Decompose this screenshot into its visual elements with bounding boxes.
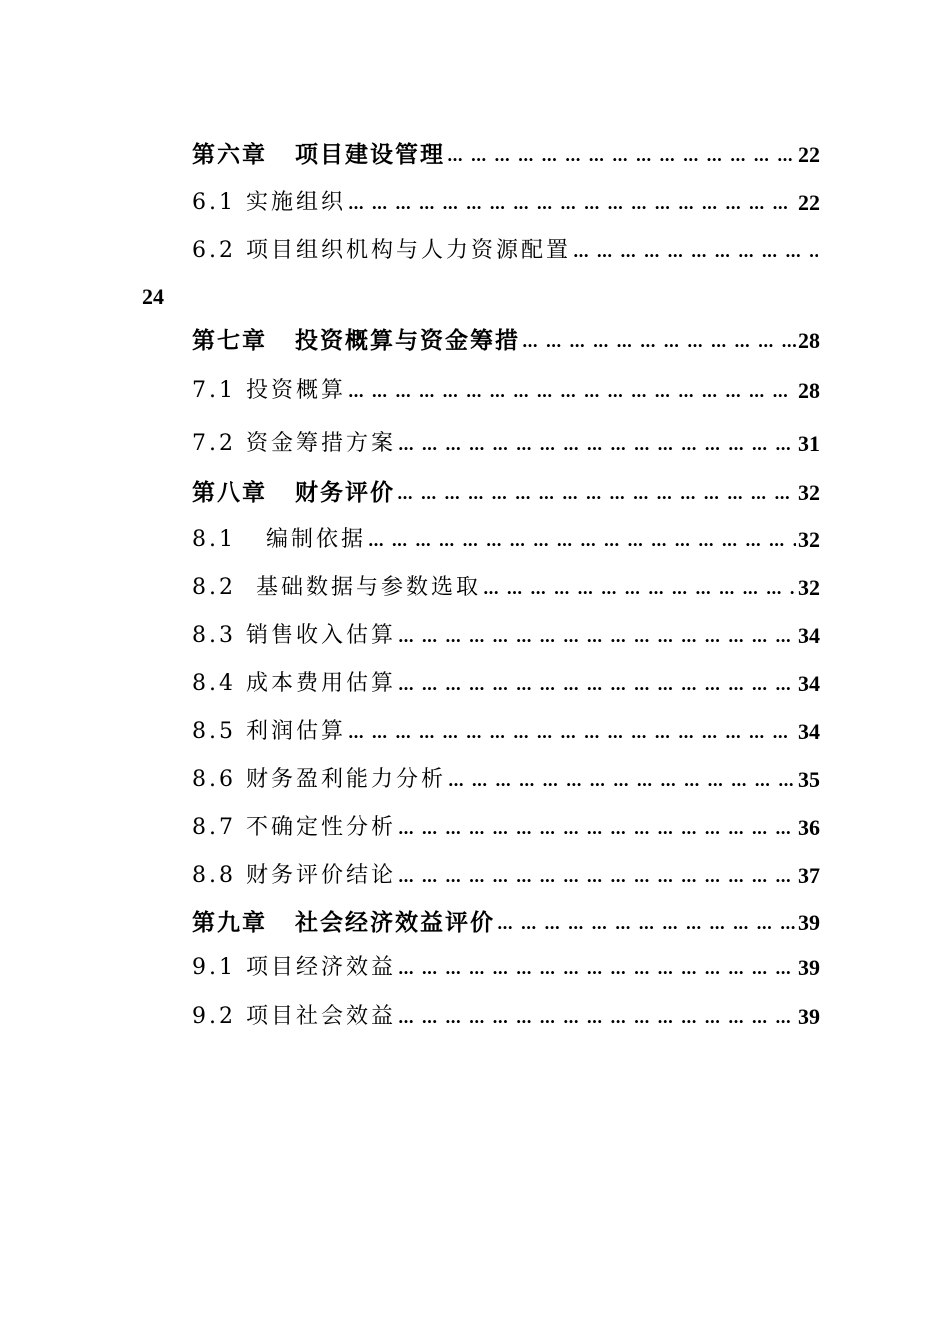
toc-entry-title: 第七章 投资概算与资金筹措 [192,327,520,354]
toc-entry-chapter-6[interactable] [192,136,820,170]
toc-entry-8-1[interactable] [192,521,820,555]
toc-entry-8-4[interactable] [192,665,820,699]
dot-leader [398,818,796,840]
toc-page-number: 22 [798,190,820,215]
toc-entry-title: 第八章 财务评价 [192,479,395,506]
dot-leader [348,722,796,744]
toc-entry-9-2[interactable] [192,998,820,1032]
dot-leader [398,866,796,888]
dot-leader [398,1007,796,1029]
dot-leader [348,381,796,403]
dot-leader [483,578,796,600]
toc-entry-8-5[interactable] [192,713,820,747]
toc-entry-title: 8.2 基础数据与参数选取 [192,575,481,600]
dot-leader [368,530,796,552]
toc-page-number: 28 [798,378,820,403]
toc-page-number: 35 [798,767,820,792]
toc-entry-title: 8.8 财务评价结论 [192,863,396,888]
dot-leader [348,193,796,215]
dot-leader [398,674,796,696]
toc-entry-7-1[interactable] [192,372,820,406]
toc-entry-8-6[interactable] [192,761,820,795]
toc-page-number: 34 [798,623,820,648]
dot-leader [397,483,796,505]
dot-leader [497,913,796,935]
toc-page-number: 39 [798,1004,820,1029]
toc-entry-title: 6.2 项目组织机构与人力资源配置 [192,238,571,263]
toc-page-number: 32 [798,527,820,552]
toc-page-number: 37 [798,863,820,888]
toc-page-number-wrapped: 24 [142,284,164,309]
toc-entry-8-2[interactable] [192,569,820,603]
toc-page-number: 34 [798,719,820,744]
toc-entry-9-1[interactable] [192,949,820,983]
toc-entry-title: 8.5 利润估算 [192,719,346,744]
toc-entry-8-8[interactable] [192,857,820,891]
toc-entry-chapter-9[interactable] [192,904,820,938]
toc-entry-6-2[interactable] [192,232,820,266]
toc-entry-title: 第九章 社会经济效益评价 [192,909,495,936]
dot-leader [448,770,796,792]
toc-page-number: 39 [798,910,820,935]
dot-leader [398,626,796,648]
toc-page-number: 31 [798,431,820,456]
toc-page-number: 32 [798,480,820,505]
toc-entry-title: 8.7 不确定性分析 [192,815,396,840]
toc-page-number: 39 [798,955,820,980]
toc-entry-title: 8.4 成本费用估算 [192,671,396,696]
toc-entry-title: 6.1 实施组织 [192,190,346,215]
toc-entry-title: 7.2 资金筹措方案 [192,431,396,456]
toc-page-number: 28 [798,328,820,353]
dot-leader [447,145,796,167]
toc-entry-title: 9.1 项目经济效益 [192,955,396,980]
toc-entry-7-2[interactable] [192,425,820,459]
toc-entry-8-3[interactable] [192,617,820,651]
dot-leader [398,434,796,456]
toc-entry-chapter-8[interactable] [192,474,820,508]
toc-entry-title: 9.2 项目社会效益 [192,1004,396,1029]
toc-entry-title: 7.1 投资概算 [192,378,346,403]
toc-page-number: 36 [798,815,820,840]
toc-entry-title: 第六章 项目建设管理 [192,141,445,168]
toc-entry-6-1[interactable] [192,184,820,218]
toc-page-number: 32 [798,575,820,600]
toc-entry-8-7[interactable] [192,809,820,843]
dot-leader [522,331,796,353]
toc-page-number: 22 [798,142,820,167]
toc-entry-title: 8.3 销售收入估算 [192,623,396,648]
toc-page-number: 34 [798,671,820,696]
toc-entry-title: 8.6 财务盈利能力分析 [192,767,446,792]
toc-entry-title: 8.1 编制依据 [192,527,366,552]
dot-leader [398,958,796,980]
toc-entry-chapter-7[interactable] [192,322,820,356]
dot-leader [573,241,818,263]
